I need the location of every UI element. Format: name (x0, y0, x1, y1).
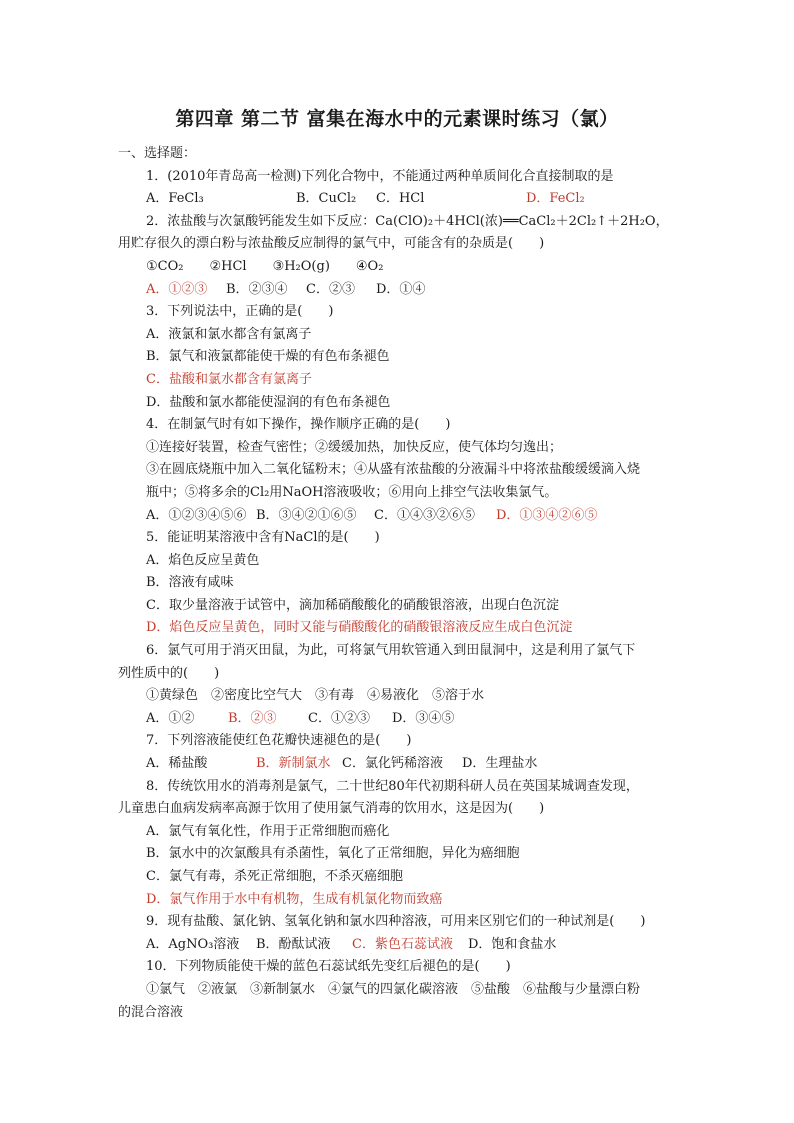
text-line (118, 505, 678, 528)
text-line: 9．现有盐酸、氯化钠、氢氧化钠和氯水四种溶液，可用来区别它们的一种试剂是( ) (146, 914, 646, 930)
question-list (118, 166, 678, 1025)
answer-option: A．稀盐酸 (146, 756, 208, 772)
text-line (118, 279, 678, 302)
answer-option: C．①②③ (308, 710, 370, 726)
answer-option: C．氯化钙稀溶液 (342, 756, 443, 772)
text-line: 1．(2010年青岛高一检测)下列化合物中，不能通过两种单质间化合直接制取的是 (146, 168, 614, 184)
text-line: B．氯水中的次氯酸具有杀菌性，氧化了正常细胞，异化为癌细胞 (146, 846, 520, 862)
text-line: 儿童患白血病发病率高源于饮用了使用氯气消毒的饮用水，这是因为( ) (118, 801, 545, 817)
answer-option: B．CuCl₂ (296, 191, 357, 207)
text-line: 5．能证明某溶液中含有NaCl的是( ) (146, 530, 380, 546)
text-line: C．氯气有毒，杀死正常细胞，不杀灭癌细胞 (146, 869, 403, 884)
text-line: ①黄绿色 ②密度比空气大 ③有毒 ④易液化 ⑤溶于水 (146, 688, 485, 704)
text-line: ①连接好装置，检查气密性；②缓缓加热，加快反应，使气体均匀逸出； (146, 439, 563, 455)
text-line: D．氯气作用于水中有机物，生成有机氯化物而致癌 (146, 891, 443, 907)
text-line: 用贮存很久的漂白粉与浓盐酸反应制得的氯气中，可能含有的杂质是( ) (118, 236, 545, 252)
text-line: C．盐酸和氯水都含有氯离子 (146, 371, 312, 387)
answer-option: A．①②③ (146, 281, 208, 297)
answer-option: C．②③ (306, 281, 355, 297)
text-line (118, 934, 678, 957)
answer-option: D．饱和食盐水 (468, 936, 557, 952)
text-line: B．氯气和液氯都能使干燥的有色布条褪色 (146, 349, 390, 365)
text-line: D．盐酸和氯水都能使湿润的有色布条褪色 (146, 394, 391, 410)
answer-option: A．FeCl₃ (146, 191, 204, 207)
text-line: 列性质中的( ) (118, 665, 220, 681)
text-line: A．焰色反应呈黄色 (146, 552, 260, 568)
text-line: 的混合溶液 (118, 1004, 184, 1020)
text-line (118, 753, 678, 776)
text-line: B．溶液有咸味 (146, 575, 234, 591)
text-line: 4．在制氯气时有如下操作，操作顺序正确的是( ) (146, 417, 451, 433)
answer-option: C．紫色石蕊试液 (352, 936, 453, 952)
answer-option: A．AgNO₃溶液 (146, 936, 240, 952)
text-line: ①CO₂ ②HCl ③H₂O(g) ④O₂ (146, 258, 384, 274)
text-line: ③在圆底烧瓶中加入二氧化锰粉末；④从盛有浓盐酸的分液漏斗中将浓盐酸缓缓滴入烧 (146, 462, 641, 478)
exercise-body (118, 143, 678, 1024)
text-line: 10．下列物质能使干燥的蓝色石蕊试纸先变红后褪色的是( ) (146, 959, 511, 975)
answer-option: B．③④②①⑥⑤ (256, 507, 357, 523)
text-line: 8．传统饮用水的消毒剂是氯气，二十世纪80年代初期科研人员在英国某城调查发现， (146, 778, 639, 794)
answer-option: D．①④ (376, 281, 426, 297)
answer-option: D．①③④②⑥⑤ (496, 507, 598, 523)
answer-option: A．①②③④⑤⑥ (146, 507, 247, 523)
page-title: 第四章 第二节 富集在海水中的元素课时练习（氯） (175, 108, 619, 130)
answer-option: D．生理盐水 (462, 756, 538, 772)
text-line (118, 188, 678, 211)
answer-option: B．②③④ (226, 281, 288, 297)
text-line: ①氯气 ②液氯 ③新制氯水 ④氯气的四氯化碳溶液 ⑤盐酸 ⑥盐酸与少量漂白粉 (146, 981, 641, 997)
text-line: 3．下列说法中，正确的是( ) (146, 304, 334, 320)
text-line: A．氯气有氧化性，作用于正常细胞而癌化 (146, 823, 390, 839)
answer-option: D．FeCl₂ (526, 191, 585, 207)
text-line: 2．浓盐酸与次氯酸钙能发生如下反应：Ca(ClO)₂＋4HCl(浓)══CaCl₂＋2Cl₂↑＋2H₂O， (146, 213, 669, 229)
answer-option: A．①② (146, 710, 195, 726)
section-heading: 一、选择题： (118, 146, 197, 161)
answer-option: C．①④③②⑥⑤ (374, 507, 475, 523)
answer-option: B．新制氯水 (256, 756, 331, 772)
answer-option: D．③④⑤ (392, 710, 455, 726)
answer-option: B．②③ (228, 710, 277, 726)
answer-option: C．HCl (376, 191, 425, 207)
text-line: 7．下列溶液能使红色花瓣快速褪色的是( ) (146, 733, 412, 749)
text-line: 瓶中；⑤将多余的Cl₂用NaOH溶液吸收；⑥用向上排空气法收集氯气。 (146, 484, 558, 500)
text-line: D．焰色反应呈黄色，同时又能与硝酸酸化的硝酸银溶液反应生成白色沉淀 (146, 620, 573, 636)
text-line: 6．氯气可用于消灭田鼠，为此，可将氯气用软管通入到田鼠洞中，这是利用了氯气下 (146, 643, 636, 659)
answer-option: B．酚酞试液 (256, 936, 331, 952)
text-line: A．液氯和氯水都含有氯离子 (146, 326, 312, 342)
text-line (118, 708, 678, 731)
text-line: C．取少量溶液于试管中，滴加稀硝酸酸化的硝酸银溶液，出现白色沉淀 (146, 597, 559, 613)
